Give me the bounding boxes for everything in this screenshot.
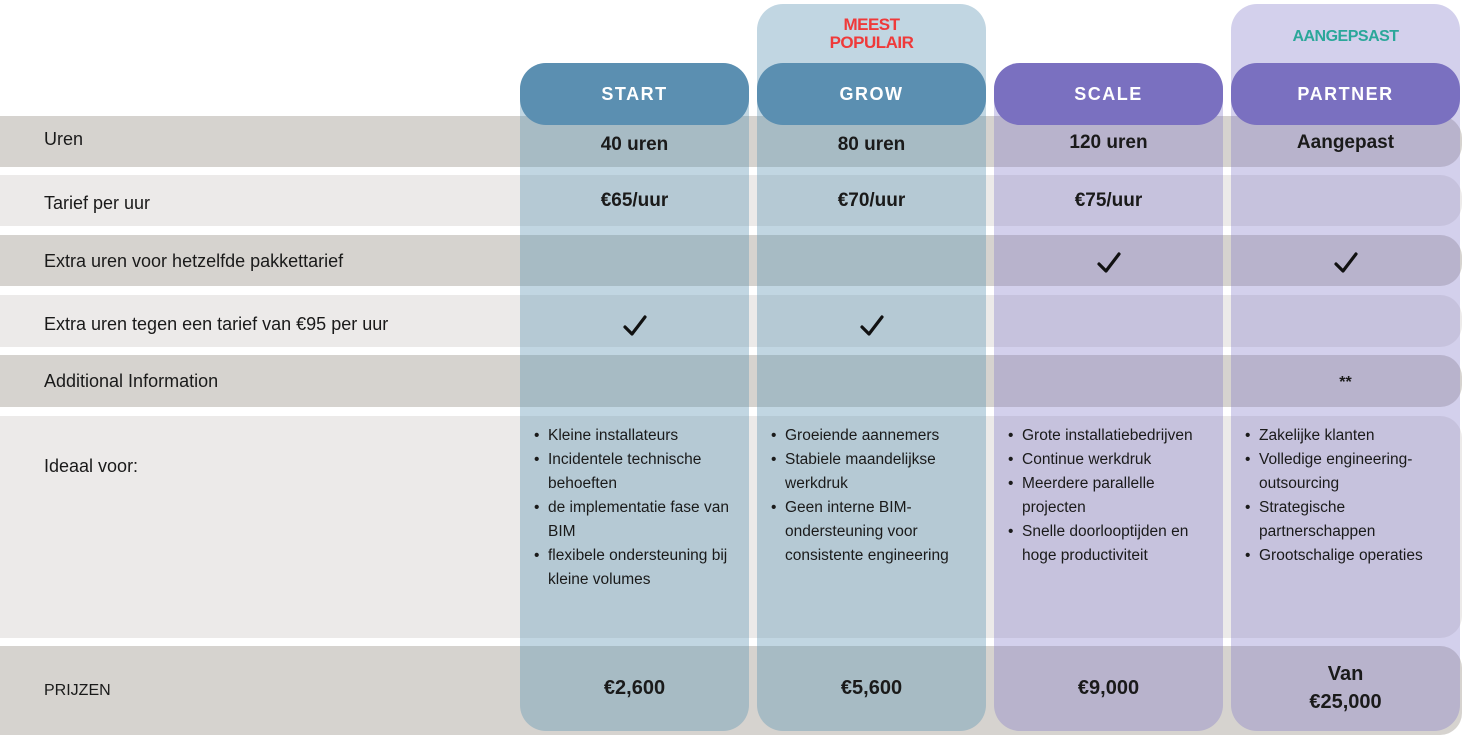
list-item: • Snelle doorlooptijden en hoge productiviteit: [1002, 520, 1217, 568]
uren-partner: Aangepast: [1296, 132, 1395, 153]
row-label-extra-same: Extra uren voor hetzelfde pakkettarief: [44, 251, 344, 271]
list-item: • de implementatie fase van BIM: [528, 496, 743, 544]
price-grow: €5,600: [840, 677, 903, 699]
plan-header-start[interactable]: START: [520, 63, 749, 125]
list-item: • Continue werkdruk: [1002, 448, 1217, 472]
plan-header-scale[interactable]: SCALE: [994, 63, 1223, 125]
price-scale: €9,000: [1077, 677, 1140, 699]
tarief-scale: €75/uur: [1074, 190, 1143, 211]
checkmark-icon: [1333, 250, 1359, 276]
list-item: • Zakelijke klanten: [1239, 424, 1429, 448]
list-item: • Grote installatiebedrijven: [1002, 424, 1217, 448]
price-partner: [1231, 648, 1460, 728]
list-item: • Stabiele maandelijkse werkdruk: [765, 448, 980, 496]
badge-line-1: MEEST: [843, 15, 900, 34]
list-item: • Incidentele technische behoeften: [528, 448, 743, 496]
row-label-prijzen: PRIJZEN: [44, 681, 111, 699]
list-item: • Groeiende aannemers: [765, 424, 980, 448]
tarief-start: €65/uur: [600, 190, 669, 211]
custom-badge: AANGEPSAST: [1292, 28, 1399, 45]
extra-same-scale: [994, 235, 1223, 291]
list-item: • flexibele ondersteuning bij kleine volumes: [528, 544, 743, 592]
additional-partner: **: [1339, 374, 1352, 391]
price-partner-prefix: Van: [1327, 663, 1364, 685]
list-item: • Strategische partnerschappen: [1239, 496, 1429, 544]
ideal-list-grow: [765, 424, 980, 568]
plan-header-partner[interactable]: PARTNER: [1231, 63, 1460, 125]
list-item: • Meerdere parallelle projecten: [1002, 472, 1217, 520]
row-label-uren: Uren: [44, 129, 84, 149]
extra-95-grow: [757, 295, 986, 357]
checkmark-icon: [622, 313, 648, 339]
list-item: • Volledige engineering-outsourcing: [1239, 448, 1429, 496]
ideal-list-partner: [1239, 424, 1429, 568]
price-partner-value: €25,000: [1309, 691, 1382, 713]
list-item: • Kleine installateurs: [528, 424, 743, 448]
row-label-ideaal: Ideaal voor:: [44, 455, 139, 476]
extra-same-partner: [1231, 235, 1460, 291]
row-label-tarief: Tarief per uur: [44, 192, 151, 213]
extra-95-start: [520, 295, 749, 357]
tarief-partner: [1231, 175, 1460, 227]
checkmark-icon: [1096, 250, 1122, 276]
price-start: €2,600: [603, 677, 666, 699]
ideal-list-scale: [1002, 424, 1217, 568]
row-label-extra-95: Extra uren tegen een tarief van €95 per uur: [44, 313, 389, 334]
list-item: • Grootschalige operaties: [1239, 544, 1429, 568]
list-item: • Geen interne BIM-ondersteuning voor consistente engineering: [765, 496, 980, 568]
row-label-additional: Additional Information: [44, 370, 219, 391]
uren-grow: 80 uren: [837, 134, 906, 155]
plan-header-grow[interactable]: GROW: [757, 63, 986, 125]
uren-start: 40 uren: [600, 134, 669, 155]
ideal-list-start: [528, 424, 743, 592]
uren-scale: 120 uren: [1069, 132, 1148, 153]
badge-line-2: POPULAIR: [829, 33, 914, 52]
checkmark-icon: [859, 313, 885, 339]
tarief-grow: €70/uur: [837, 190, 906, 211]
most-popular-badge: [757, 16, 986, 52]
